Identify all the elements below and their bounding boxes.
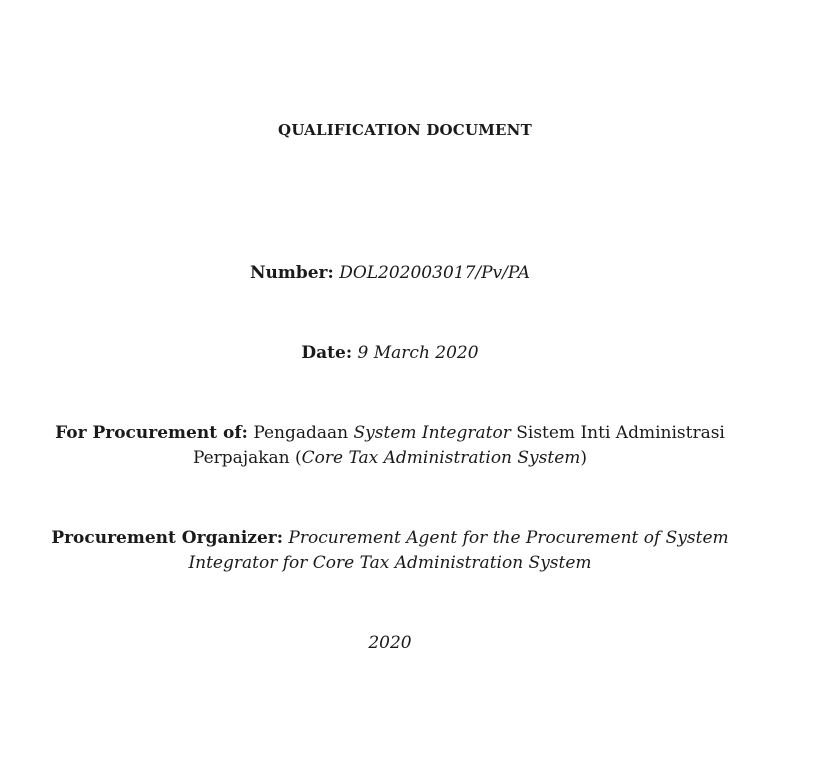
date-label: Date: — [301, 343, 353, 363]
procurement-text-1: Pengadaan — [253, 423, 354, 443]
procurement-row-2 — [0, 446, 780, 471]
document-year: 2020 — [368, 633, 412, 653]
procurement-text-4: Perpajakan ( — [192, 448, 302, 468]
number-label: Number: — [249, 263, 334, 283]
procurement-text-2: System Integrator — [353, 423, 511, 443]
date-value: 9 March 2020 — [357, 343, 479, 363]
organizer-row-1 — [0, 526, 780, 551]
document-title: QUALIFICATION DOCUMENT — [278, 121, 532, 139]
organizer-line — [0, 526, 780, 576]
organizer-text-1: Procurement Agent for the Procurement of System — [288, 528, 729, 548]
organizer-row-2 — [0, 551, 780, 576]
date-line — [0, 341, 780, 366]
number-value: DOL202003017/Pv/PA — [339, 263, 531, 283]
organizer-text-2: Integrator for Core Tax Administration System — [188, 553, 592, 573]
organizer-label: Procurement Organizer: — [51, 528, 283, 548]
year-line — [0, 631, 780, 656]
procurement-line — [0, 421, 780, 471]
procurement-row-1 — [0, 421, 780, 446]
procurement-text-5: Core Tax Administration System — [301, 448, 581, 468]
number-line — [0, 261, 780, 286]
procurement-label: For Procurement of: — [55, 423, 248, 443]
procurement-text-6: ) — [580, 448, 588, 468]
procurement-text-3: Sistem Inti Administrasi — [510, 423, 725, 443]
